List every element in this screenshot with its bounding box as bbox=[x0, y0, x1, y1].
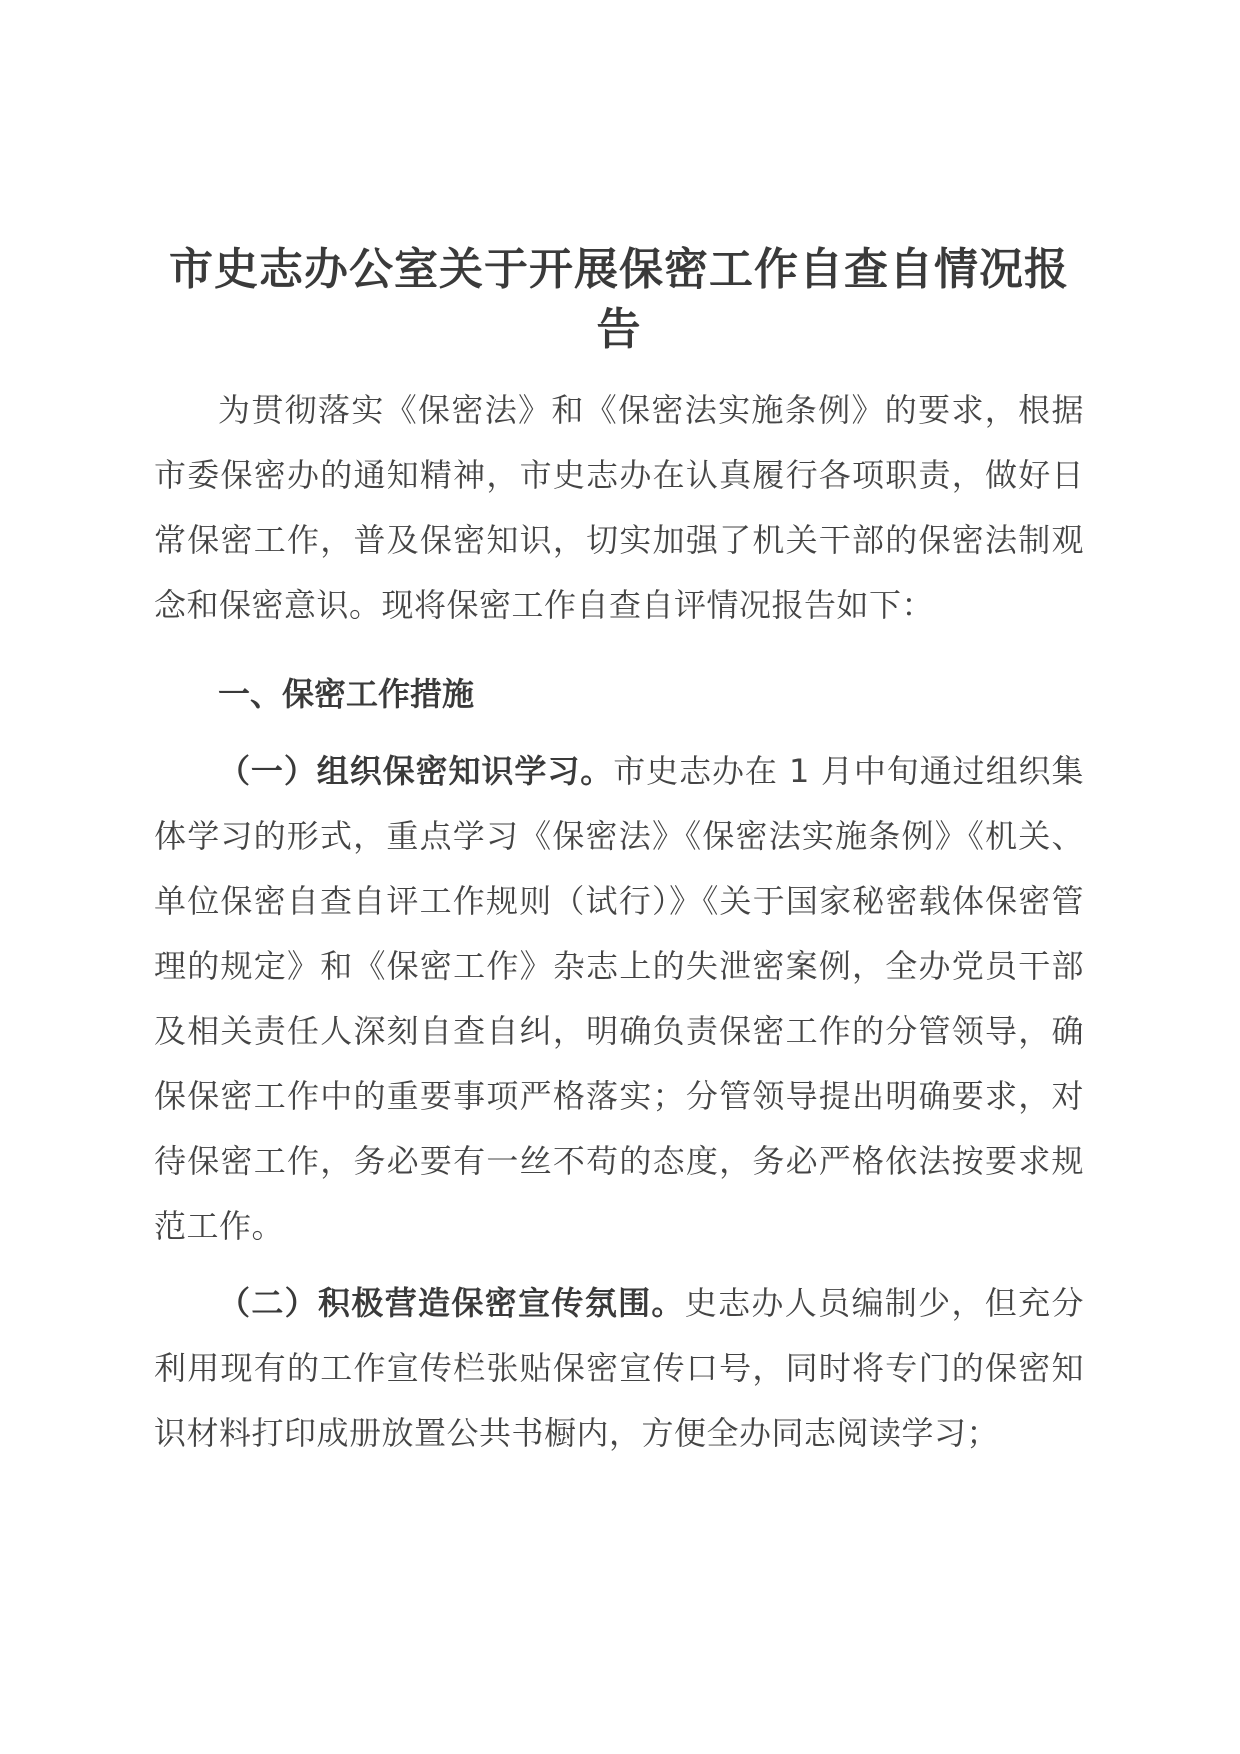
item-1-lead: （一）组织保密知识学习。 bbox=[218, 752, 614, 790]
document-page bbox=[154, 240, 1084, 1466]
item-2-lead: （二）积极营造保密宣传氛围。 bbox=[218, 1284, 685, 1322]
spacer bbox=[154, 638, 1084, 650]
section-heading-1: 一、保密工作措施 bbox=[218, 675, 475, 713]
item-2-body: 史志办人员编制少，但充分利用现有的工作宣传栏张贴保密宣传口号，同时将专门的保密知识材料打印成册放置公共书橱内，方便全办同志阅读学习； bbox=[154, 1284, 1084, 1452]
item-2-paragraph bbox=[154, 1271, 1084, 1466]
spacer bbox=[154, 1259, 1084, 1271]
intro-paragraph: 为贯彻落实《保密法》和《保密法实施条例》的要求，根据市委保密办的通知精神，市史志办在认真履行各项职责，做好日常保密工作，普及保密知识，切实加强了机关干部的保密法制观念和保密意识。现将保密工作自查自评情况报告如下： bbox=[154, 391, 1084, 624]
item-1-paragraph bbox=[154, 739, 1084, 1259]
item-1-body: 市史志办在 1 月中旬通过组织集体学习的形式，重点学习《保密法》《保密法实施条例》《机关、单位保密自查自评工作规则（试行）》《关于国家秘密载体保密管理的规定》和《保密工作》杂志上的失泄密案例，全办党员干部及相关责任人深刻自查自纠，明确负责保密工作的分管领导，确保保密工作中的重要事项严格落实；分管领导提出明确要求，对待保密工作，务必要有一丝不苟的态度，务必严格依法按要求规范工作。 bbox=[154, 752, 1084, 1245]
document-title: 市史志办公室关于开展保密工作自查自情况报告 bbox=[169, 244, 1069, 355]
